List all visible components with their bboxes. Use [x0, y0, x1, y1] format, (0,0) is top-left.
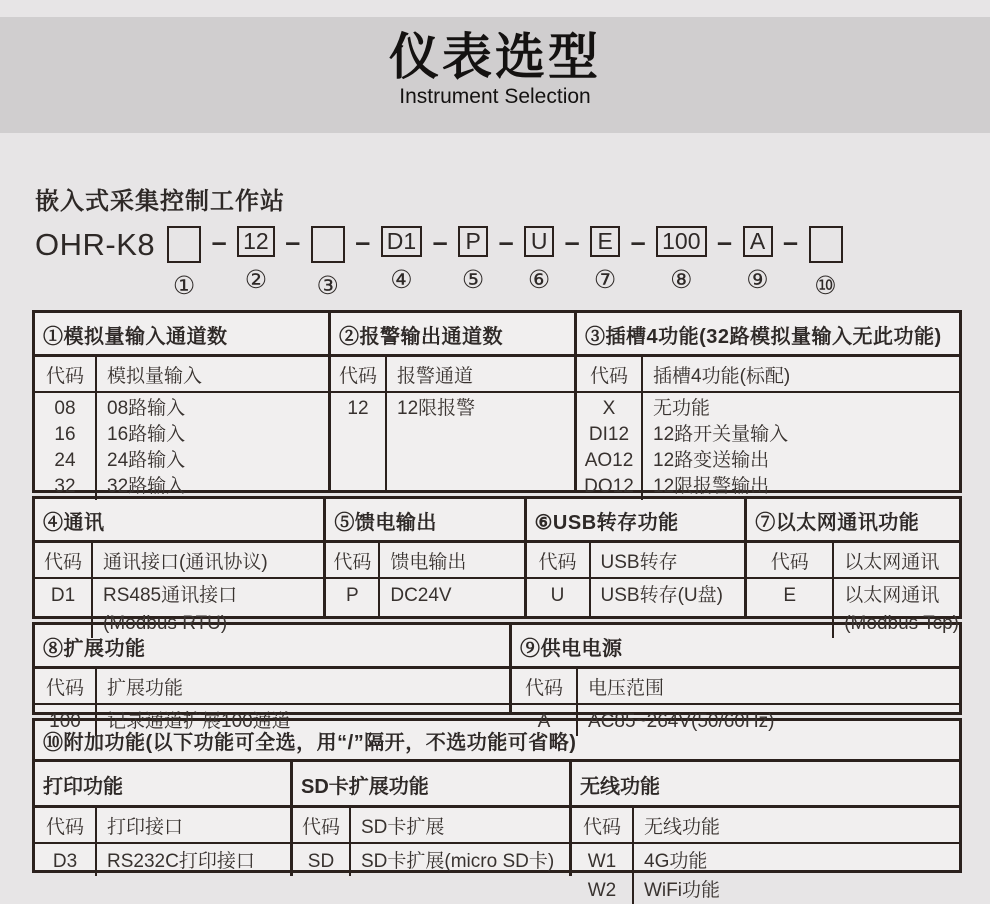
table-expansion — [35, 625, 512, 732]
col-header-desc: USB转存 — [600, 552, 678, 573]
table-body — [331, 393, 574, 490]
section-1-3 — [32, 310, 962, 497]
col-header-code: 代码 — [326, 543, 380, 577]
table-header-row — [35, 357, 328, 393]
row-desc: 32路输入 — [107, 476, 186, 497]
desc-column — [578, 705, 959, 736]
table-header-row — [35, 669, 509, 705]
table-ethernet — [747, 499, 959, 634]
row-desc: RS232C打印接口 — [107, 851, 255, 872]
col-header-code: 代码 — [747, 543, 834, 577]
table-title: ④通讯 — [35, 499, 323, 543]
table-title: 打印功能 — [35, 762, 290, 808]
col-header-desc: SD卡扩展 — [361, 817, 445, 838]
table-body — [512, 705, 959, 736]
code-column — [35, 844, 97, 876]
col-header-desc: 电压范围 — [588, 678, 665, 699]
row-desc: 12路开关量输入 — [653, 424, 789, 445]
desc-column — [97, 393, 328, 500]
table-header-row — [527, 543, 745, 579]
model-prefix: OHR-K8 — [35, 227, 156, 262]
title-band — [0, 17, 990, 133]
model-code-box — [809, 226, 843, 263]
model-dash: – — [630, 227, 646, 257]
section-4-7 — [32, 496, 962, 634]
model-dash: – — [355, 227, 371, 257]
table-body — [326, 579, 523, 616]
desc-column — [643, 393, 959, 500]
table-header-row — [326, 543, 523, 579]
section-8-9 — [32, 622, 962, 732]
code-column — [331, 393, 387, 490]
row-desc: WiFi功能 — [644, 880, 720, 901]
table-title: ⑦以太网通讯功能 — [747, 499, 959, 543]
row-code: SD — [307, 851, 335, 872]
row-desc: DC24V — [390, 585, 452, 606]
row-desc: RS485通讯接口 — [103, 585, 238, 606]
position-number: ② — [244, 266, 268, 294]
row-desc-line2: (Modbus Tcp) — [844, 613, 959, 634]
row-desc: 记录通道扩展100通道 — [107, 711, 291, 732]
desc-column — [351, 844, 569, 876]
col-header-desc: 报警通道 — [397, 366, 474, 387]
position-number: ③ — [316, 272, 339, 300]
desc-column — [97, 844, 290, 876]
table-body — [527, 579, 745, 616]
col-header-code: 代码 — [331, 357, 387, 391]
model-dash: – — [783, 227, 799, 257]
table-analog-input-channels — [35, 313, 331, 497]
model-dash: – — [564, 227, 580, 257]
selection-tables — [32, 310, 962, 901]
row-code: W1 — [587, 851, 617, 872]
position-number: ⑧ — [670, 266, 693, 294]
model-position-2 — [237, 226, 275, 293]
row-code: 16 — [54, 424, 76, 445]
model-code-box: 12 — [237, 226, 275, 257]
position-number: ⑨ — [746, 266, 769, 294]
table-alarm-output-channels — [331, 313, 577, 490]
model-dash: – — [432, 227, 448, 257]
table-body — [35, 393, 328, 500]
col-header-code: 代码 — [35, 357, 97, 391]
row-code: 100 — [49, 711, 81, 732]
model-position-9 — [743, 226, 773, 293]
col-header-code: 代码 — [512, 669, 578, 703]
model-dash: – — [498, 227, 514, 257]
row-desc: 24路输入 — [107, 450, 186, 471]
model-code-box: U — [524, 226, 554, 257]
desc-column — [387, 393, 574, 490]
model-code-box: D1 — [381, 226, 422, 257]
model-code-box: E — [590, 226, 620, 257]
table-header-row — [577, 357, 959, 393]
desc-column — [591, 579, 745, 616]
row-code: W2 — [587, 880, 617, 901]
position-number: ⑦ — [593, 266, 617, 294]
col-header-code: 代码 — [35, 669, 97, 703]
row-code: P — [346, 585, 359, 606]
table-header-row — [35, 543, 323, 579]
table-title: ⑧扩展功能 — [35, 625, 509, 669]
table-power-supply — [512, 625, 959, 732]
model-position-4 — [381, 226, 422, 293]
table-header-row — [747, 543, 959, 579]
model-code-box: P — [458, 226, 488, 257]
col-header-code: 代码 — [577, 357, 643, 391]
table-body — [577, 393, 959, 500]
model-position-5 — [458, 226, 488, 293]
model-position-6 — [524, 226, 554, 293]
table-title: ③插槽4功能(32路模拟量输入无此功能) — [577, 313, 959, 357]
table-print-function — [35, 762, 293, 876]
additional-functions-columns — [35, 762, 959, 901]
col-header-desc: 打印接口 — [107, 817, 184, 838]
row-code: D1 — [50, 585, 76, 606]
table-title: ⑨供电电源 — [512, 625, 959, 669]
page-subtitle: Instrument Selection — [399, 85, 591, 108]
model-dash: – — [211, 227, 227, 257]
row-desc: SD卡扩展(micro SD卡) — [361, 851, 555, 872]
position-number: ④ — [390, 266, 413, 294]
col-header-code: 代码 — [527, 543, 591, 577]
desc-column — [380, 579, 523, 616]
position-number: ⑩ — [814, 272, 837, 300]
col-header-desc: 通讯接口(通讯协议) — [103, 552, 268, 573]
col-header-desc: 无线功能 — [644, 817, 721, 838]
row-desc: 4G功能 — [644, 851, 708, 872]
model-position-8 — [656, 226, 706, 293]
code-column — [326, 579, 380, 616]
row-code: DI12 — [588, 424, 630, 445]
row-code: 32 — [54, 476, 76, 497]
code-column — [35, 393, 97, 500]
table-header-row — [331, 357, 574, 393]
table-body — [293, 844, 569, 876]
col-header-desc: 插槽4功能(标配) — [653, 366, 791, 387]
row-code: U — [550, 585, 565, 606]
col-header-desc: 模拟量输入 — [107, 366, 203, 387]
table-header-row — [572, 808, 959, 844]
additional-functions-title: ⑩附加功能(以下功能可全选，用“/”隔开，不选功能可省略) — [35, 721, 959, 762]
table-title: ①模拟量输入通道数 — [35, 313, 328, 357]
table-header-row — [35, 808, 290, 844]
desc-column — [634, 844, 959, 904]
row-code: D3 — [52, 851, 78, 872]
row-code: DO12 — [584, 476, 634, 497]
row-desc: 无功能 — [653, 398, 711, 419]
row-code: 12 — [347, 398, 369, 419]
page-title: 仪表选型 — [389, 29, 601, 85]
row-desc: AC85~264V(50/60Hz) — [588, 711, 775, 732]
col-header-code: 代码 — [293, 808, 351, 842]
table-title: ⑥USB转存功能 — [527, 499, 745, 543]
row-code: 08 — [54, 398, 76, 419]
row-desc: USB转存(U盘) — [600, 585, 723, 606]
col-header-code: 代码 — [572, 808, 634, 842]
row-code: A — [537, 711, 551, 732]
table-communication — [35, 499, 326, 634]
row-desc: 16路输入 — [107, 424, 186, 445]
table-sd-card-function — [293, 762, 572, 876]
table-header-row — [293, 808, 569, 844]
model-position-10 — [809, 226, 843, 299]
col-header-desc: 扩展功能 — [107, 678, 184, 699]
model-code-box — [311, 226, 345, 263]
row-code: 24 — [54, 450, 76, 471]
row-desc-line2: (Modbus RTU) — [103, 613, 228, 634]
code-column — [527, 579, 591, 616]
model-code-box: 100 — [656, 226, 706, 257]
row-desc: 12限报警输出 — [653, 476, 770, 497]
model-dash: – — [717, 227, 733, 257]
table-title: SD卡扩展功能 — [293, 762, 569, 808]
model-position-7 — [590, 226, 620, 293]
row-desc: 12限报警 — [397, 398, 476, 419]
model-dash: – — [285, 227, 301, 257]
product-heading: 嵌入式采集控制工作站 — [35, 188, 285, 215]
table-body — [572, 844, 959, 904]
col-header-desc: 馈电输出 — [390, 552, 467, 573]
row-desc: 08路输入 — [107, 398, 186, 419]
section-10-additional-functions — [32, 718, 962, 901]
code-column — [293, 844, 351, 876]
row-desc: 12路变送输出 — [653, 450, 770, 471]
position-number: ⑤ — [461, 266, 485, 294]
model-code-box — [167, 226, 201, 263]
table-slot4-function — [577, 313, 959, 497]
table-header-row — [512, 669, 959, 705]
code-column — [577, 393, 643, 500]
table-wireless-function — [572, 762, 959, 901]
row-code: E — [783, 585, 797, 606]
col-header-code: 代码 — [35, 543, 93, 577]
col-header-code: 代码 — [35, 808, 97, 842]
position-number: ⑥ — [527, 266, 551, 294]
table-title: 无线功能 — [572, 762, 959, 808]
table-feed-output — [326, 499, 526, 616]
table-title: ⑤馈电输出 — [326, 499, 523, 543]
model-position-1 — [167, 226, 201, 299]
row-desc: 以太网通讯 — [844, 585, 940, 606]
model-code-line — [35, 226, 843, 299]
row-code: AO12 — [584, 450, 634, 471]
row-code: X — [602, 398, 616, 419]
table-body — [35, 844, 290, 876]
position-number: ① — [172, 272, 196, 300]
table-usb-transfer — [527, 499, 748, 616]
table-title: ②报警输出通道数 — [331, 313, 574, 357]
code-column — [572, 844, 634, 904]
model-code-box: A — [743, 226, 773, 257]
model-position-3 — [311, 226, 345, 299]
col-header-desc: 以太网通讯 — [844, 552, 940, 573]
